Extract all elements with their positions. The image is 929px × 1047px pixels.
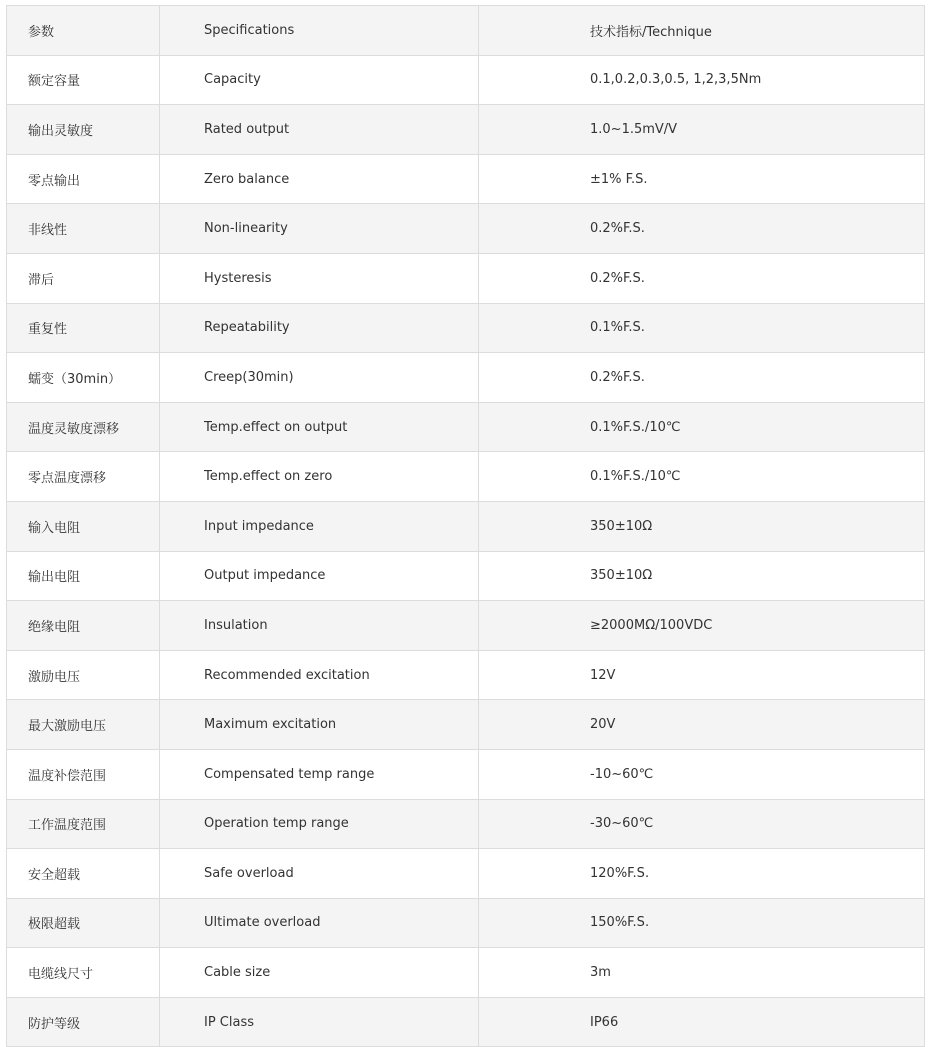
technique-cell: 12V xyxy=(479,650,925,700)
technique-cell: 350±10Ω xyxy=(479,501,925,551)
specifications-cell: Operation temp range xyxy=(160,799,479,849)
parameter-cell: 电缆线尺寸 xyxy=(7,948,160,998)
specifications-cell: Non-linearity xyxy=(160,204,479,254)
table-row xyxy=(7,898,925,948)
specifications-cell: Insulation xyxy=(160,601,479,651)
specifications-cell: Compensated temp range xyxy=(160,749,479,799)
parameter-cell: 零点温度漂移 xyxy=(7,452,160,502)
table-row xyxy=(7,749,925,799)
technique-cell: 1.0~1.5mV/V xyxy=(479,105,925,155)
specifications-cell: Hysteresis xyxy=(160,253,479,303)
parameter-cell: 滞后 xyxy=(7,253,160,303)
table-row xyxy=(7,353,925,403)
table-header-row xyxy=(7,6,925,56)
technique-cell: ≥2000MΩ/100VDC xyxy=(479,601,925,651)
technique-cell: 0.2%F.S. xyxy=(479,204,925,254)
table-row xyxy=(7,253,925,303)
parameter-cell: 输出电阻 xyxy=(7,551,160,601)
header-technique: 技术指标/Technique xyxy=(479,6,925,56)
table-row xyxy=(7,204,925,254)
header-parameter: 参数 xyxy=(7,6,160,56)
table-row xyxy=(7,303,925,353)
table-row xyxy=(7,650,925,700)
parameter-cell: 极限超载 xyxy=(7,898,160,948)
specifications-cell: Creep(30min) xyxy=(160,353,479,403)
technique-cell: -10~60℃ xyxy=(479,749,925,799)
parameter-cell: 激励电压 xyxy=(7,650,160,700)
specifications-cell: Output impedance xyxy=(160,551,479,601)
parameter-cell: 绝缘电阻 xyxy=(7,601,160,651)
specifications-cell: Temp.effect on output xyxy=(160,402,479,452)
parameter-cell: 安全超载 xyxy=(7,849,160,899)
specifications-cell: Capacity xyxy=(160,55,479,105)
spec-table-body xyxy=(7,6,925,1047)
parameter-cell: 最大激励电压 xyxy=(7,700,160,750)
technique-cell: 0.1,0.2,0.3,0.5, 1,2,3,5Nm xyxy=(479,55,925,105)
technique-cell: 0.1%F.S./10℃ xyxy=(479,452,925,502)
parameter-cell: 温度灵敏度漂移 xyxy=(7,402,160,452)
specifications-cell: Repeatability xyxy=(160,303,479,353)
specifications-cell: Rated output xyxy=(160,105,479,155)
table-row xyxy=(7,849,925,899)
parameter-cell: 输出灵敏度 xyxy=(7,105,160,155)
specifications-cell: Input impedance xyxy=(160,501,479,551)
parameter-cell: 蠕变（30min） xyxy=(7,353,160,403)
parameter-cell: 温度补偿范围 xyxy=(7,749,160,799)
spec-table xyxy=(6,5,925,1047)
specifications-cell: Maximum excitation xyxy=(160,700,479,750)
technique-cell: 3m xyxy=(479,948,925,998)
parameter-cell: 零点输出 xyxy=(7,154,160,204)
specifications-cell: Safe overload xyxy=(160,849,479,899)
table-row xyxy=(7,799,925,849)
parameter-cell: 输入电阻 xyxy=(7,501,160,551)
specifications-cell: Temp.effect on zero xyxy=(160,452,479,502)
specifications-cell: Zero balance xyxy=(160,154,479,204)
specifications-cell: Recommended excitation xyxy=(160,650,479,700)
parameter-cell: 额定容量 xyxy=(7,55,160,105)
technique-cell: 350±10Ω xyxy=(479,551,925,601)
technique-cell: 0.2%F.S. xyxy=(479,253,925,303)
technique-cell: 0.2%F.S. xyxy=(479,353,925,403)
parameter-cell: 重复性 xyxy=(7,303,160,353)
table-row xyxy=(7,700,925,750)
technique-cell: -30~60℃ xyxy=(479,799,925,849)
table-row xyxy=(7,501,925,551)
parameter-cell: 防护等级 xyxy=(7,997,160,1047)
technique-cell: ±1% F.S. xyxy=(479,154,925,204)
specifications-cell: IP Class xyxy=(160,997,479,1047)
specifications-cell: Cable size xyxy=(160,948,479,998)
table-row xyxy=(7,402,925,452)
parameter-cell: 工作温度范围 xyxy=(7,799,160,849)
table-row xyxy=(7,601,925,651)
table-row xyxy=(7,154,925,204)
table-row xyxy=(7,551,925,601)
technique-cell: 0.1%F.S./10℃ xyxy=(479,402,925,452)
technique-cell: IP66 xyxy=(479,997,925,1047)
specifications-cell: Ultimate overload xyxy=(160,898,479,948)
table-row xyxy=(7,997,925,1047)
technique-cell: 150%F.S. xyxy=(479,898,925,948)
table-row xyxy=(7,105,925,155)
parameter-cell: 非线性 xyxy=(7,204,160,254)
technique-cell: 120%F.S. xyxy=(479,849,925,899)
header-specifications: Specifications xyxy=(160,6,479,56)
table-row xyxy=(7,452,925,502)
table-row xyxy=(7,55,925,105)
technique-cell: 20V xyxy=(479,700,925,750)
table-row xyxy=(7,948,925,998)
technique-cell: 0.1%F.S. xyxy=(479,303,925,353)
